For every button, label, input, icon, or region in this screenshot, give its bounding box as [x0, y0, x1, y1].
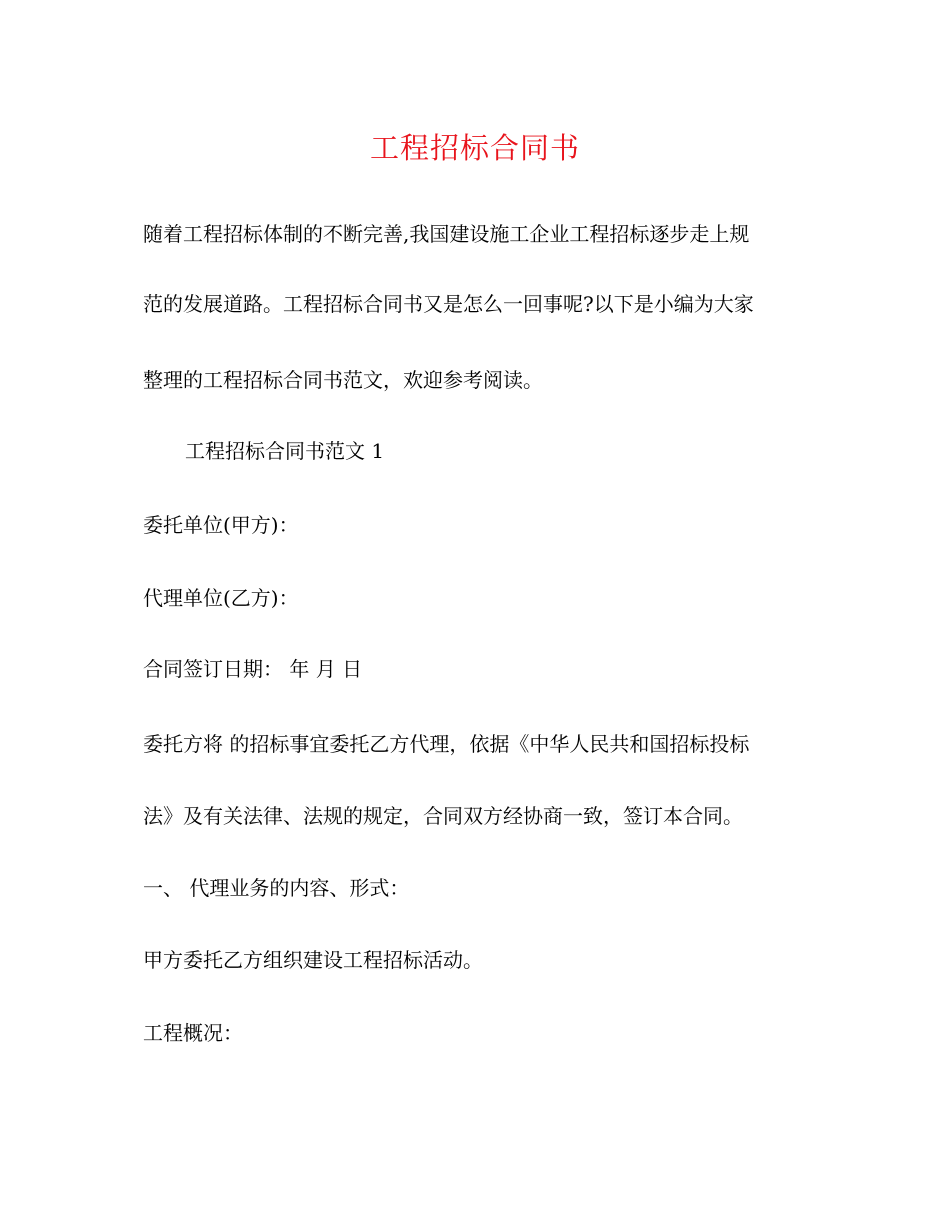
- document-title: 工程招标合同书: [369, 131, 580, 165]
- intro-line-2: 范的发展道路。工程招标合同书又是怎么一回事呢?以下是小编为大家: [143, 292, 754, 316]
- intro-line-1: 随着工程招标体制的不断完善,我国建设施工企业工程招标逐步走上规: [143, 222, 750, 246]
- body-line-2: 法》及有关法律、法规的规定，合同双方经协商一致，签订本合同。: [143, 804, 743, 828]
- project-overview-label: 工程概况：: [143, 1021, 243, 1045]
- intro-line-3: 整理的工程招标合同书范文，欢迎参考阅读。: [143, 368, 543, 392]
- sample-heading: 工程招标合同书范文 1: [185, 439, 385, 463]
- section-one-heading: 一、 代理业务的内容、形式：: [143, 876, 410, 900]
- client-label: 委托单位(甲方)：: [143, 513, 299, 537]
- sign-date-label: 合同签订日期： 年 月 日: [143, 657, 363, 681]
- agent-label: 代理单位(乙方)：: [143, 586, 299, 610]
- body-line-1: 委托方将 的招标事宜委托乙方代理，依据《中华人民共和国招标投标: [143, 732, 750, 756]
- section-one-text: 甲方委托乙方组织建设工程招标活动。: [143, 948, 483, 972]
